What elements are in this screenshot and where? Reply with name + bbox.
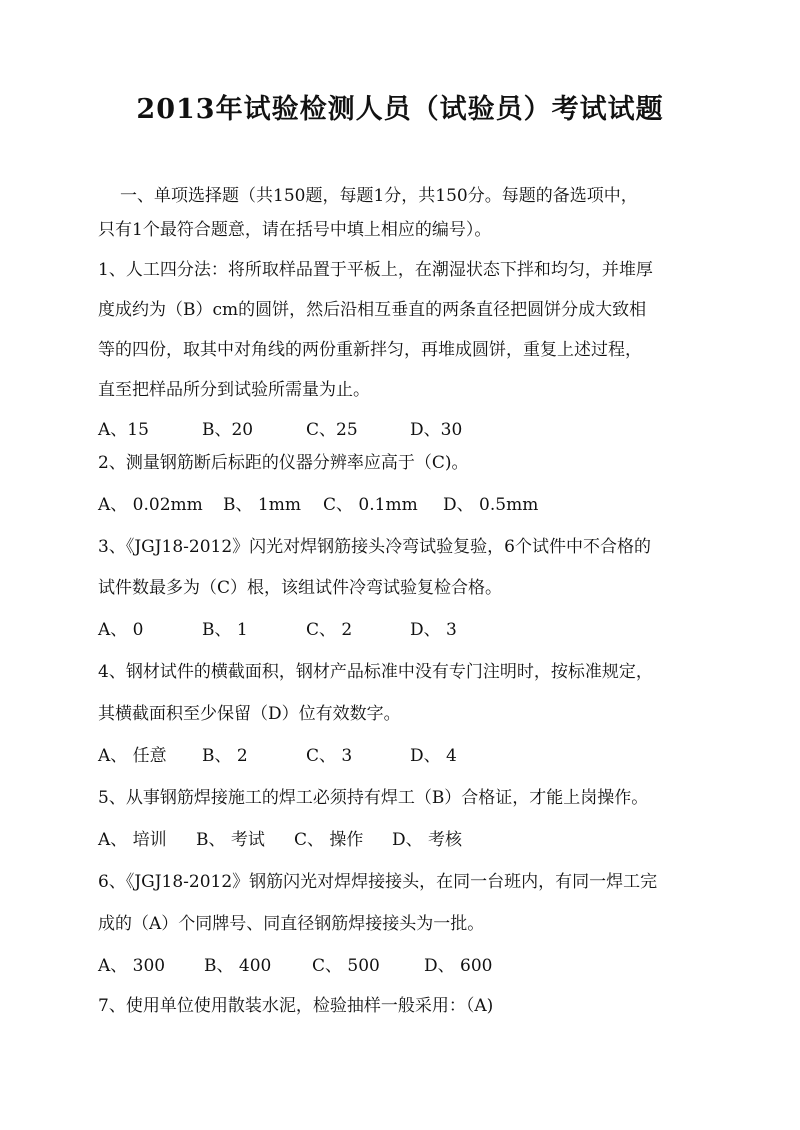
option-c: C、 操作 — [294, 830, 364, 850]
option-c: C、 3 — [306, 746, 353, 766]
question-2-options — [98, 493, 538, 517]
option-d: D、 3 — [410, 620, 457, 640]
option-b: B、 1 — [202, 620, 248, 640]
option-b: B、 考试 — [196, 830, 265, 850]
question-5-options — [98, 828, 462, 852]
question-1-line: 度成约为（B）cm的圆饼，然后沿相互垂直的两条直径把圆饼分成大致相 — [98, 300, 647, 320]
option-a: A、 0.02mm — [98, 495, 203, 515]
option-c: C、 500 — [312, 956, 380, 976]
question-2-line: 2、测量钢筋断后标距的仪器分辨率应高于（C)。 — [98, 453, 469, 473]
option-b: B、 2 — [202, 746, 248, 766]
question-1-line: 等的四份，取其中对角线的两份重新拌匀，再堆成圆饼，重复上述过程， — [98, 340, 642, 360]
question-6-options — [98, 954, 492, 978]
option-a: A、 任意 — [98, 746, 167, 766]
option-b: B、20 — [202, 420, 254, 440]
option-d: D、 考核 — [392, 830, 463, 850]
option-c: C、 2 — [306, 620, 353, 640]
option-a: A、 培训 — [98, 830, 167, 850]
option-a: A、15 — [98, 420, 149, 440]
question-7-line: 7、使用单位使用散装水泥，检验抽样一般采用：（A) — [98, 996, 494, 1016]
option-d: D、 4 — [410, 746, 457, 766]
document-title: 2013年试验检测人员（试验员）考试试题 — [136, 94, 664, 125]
question-6-line: 成的（A）个同牌号、同直径钢筋焊接接头为一批。 — [98, 914, 485, 934]
option-c: C、25 — [306, 420, 358, 440]
question-5-line: 5、从事钢筋焊接施工的焊工必须持有焊工（B）合格证，才能上岗操作。 — [98, 788, 649, 808]
option-d: D、30 — [410, 420, 463, 440]
option-c: C、 0.1mm — [323, 495, 418, 515]
question-4-line: 4、钢材试件的横截面积，钢材产品标准中没有专门注明时，按标准规定， — [98, 662, 653, 682]
question-6-line: 6、《JGJ18-2012》钢筋闪光对焊焊接接头，在同一台班内，有同一焊工完 — [98, 872, 658, 892]
question-4-options — [98, 744, 457, 768]
option-a: A、 300 — [98, 956, 166, 976]
option-d: D、 600 — [424, 956, 493, 976]
question-1-options — [98, 418, 462, 442]
question-3-line: 试件数最多为（C）根，该组试件冷弯试验复检合格。 — [98, 578, 503, 598]
question-3-options — [98, 618, 457, 642]
option-a: A、 0 — [98, 620, 144, 640]
question-4-line: 其横截面积至少保留（D）位有效数字。 — [98, 704, 401, 724]
question-1-line: 1、人工四分法：将所取样品置于平板上，在潮湿状态下拌和均匀，并堆厚 — [98, 260, 653, 280]
question-3-line: 3、《JGJ18-2012》闪光对焊钢筋接头冷弯试验复验，6个试件中不合格的 — [98, 537, 651, 557]
intro-line: 一、单项选择题（共150题，每题1分，共150分。每题的备选项中， — [120, 186, 638, 206]
intro-line: 只有1个最符合题意，请在括号中填上相应的编号）。 — [98, 220, 492, 240]
question-1-line: 直至把样品所分到试验所需量为止。 — [98, 380, 370, 400]
option-b: B、 400 — [204, 956, 272, 976]
option-d: D、 0.5mm — [443, 495, 539, 515]
option-b: B、 1mm — [223, 495, 301, 515]
